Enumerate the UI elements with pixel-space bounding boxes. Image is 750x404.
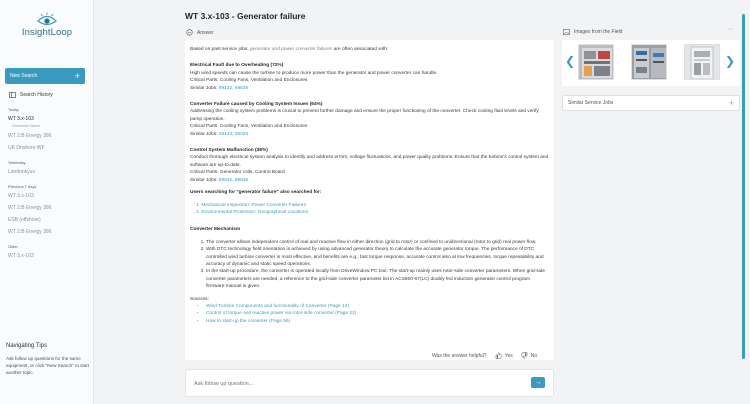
feedback-bar <box>432 352 537 359</box>
history-item[interactable]: Landonkyun <box>8 169 36 175</box>
history-item[interactable]: WT 2.B Energy 286 <box>8 229 52 235</box>
history-group-label: Previous 7 days <box>8 184 37 189</box>
cause-desc: Conduct thorough electrical system analysis to identify and address errors, voltage fluctuations, and power quality problems. Ensure that the turbine's control system and software are up-to-date. <box>190 155 549 168</box>
cabinet-photo <box>579 45 614 80</box>
source-link[interactable]: • Control of torque and reactive power via rotor-side converter (Page 22) <box>206 310 549 317</box>
answer-header <box>186 29 214 36</box>
history-panel-icon <box>9 92 16 98</box>
field-image-thumbnail[interactable] <box>684 44 720 80</box>
mechanism-item: 1. The converter allows independent control of real and reactive flow in either direction (grid to rotor) or confined to unidirectional (rotor to grid) real power flow. <box>206 239 549 246</box>
mechanism-item: 3. In the start-up procedure, the converter is operated locally from DriveWindow PC tool. The start-up mainly uses rotor-side converter parameters. When grid-side converter parameters are needed, a reference to the grid-side converter parameter list in ACS800-67(LC) doubly fed induction generator control program firmware manual is given. <box>206 268 549 290</box>
similar-jobs-link[interactable]: 89132, 69836 <box>218 85 249 91</box>
tips-title: Navigating Tips <box>6 343 48 349</box>
source-link[interactable]: • Wind Turbine Components and functionality of Converter (Page 14) <box>206 303 549 310</box>
plus-icon: + <box>728 98 734 108</box>
images-label: Images from the Field <box>574 29 623 35</box>
new-search-button[interactable] <box>5 68 85 84</box>
cause-desc: High wind speeds can cause the turbine to produce more power than the generator and power converter can handle. <box>190 70 438 76</box>
also-suffix: also searched for: <box>278 190 322 196</box>
chat-bubble-icon <box>186 29 193 36</box>
cause-block <box>190 147 549 184</box>
follow-up-box <box>185 369 554 397</box>
logo-text: InsightLoop <box>21 27 73 38</box>
thumbs-up-button[interactable] <box>495 352 513 359</box>
scrollbar[interactable] <box>742 14 745 359</box>
history-item[interactable]: UK Onshore WF <box>8 145 45 151</box>
history-item[interactable]: WT 3.x-103 <box>8 116 34 122</box>
cause-title: Converter Failure caused by Cooling System Issues (64%) <box>190 102 323 108</box>
logo[interactable] <box>0 12 94 38</box>
sidebar <box>0 0 94 404</box>
jobs-label: Similar Jobs: <box>190 85 219 91</box>
history-item[interactable]: WT 3.x-103 <box>8 253 34 259</box>
cause-desc: Addressing the cooling system problems is crucial to prevent further damage and ensure the proper functioning of the converter. Check cooling fluid levels and verify pump operation. <box>190 109 539 122</box>
history-item[interactable]: WT 2.B Energy 286 <box>8 205 52 211</box>
similar-service-jobs-button[interactable] <box>562 95 740 111</box>
cause-parts: Critical Parts: Generator coils, Control Board <box>190 170 285 176</box>
image-icon <box>563 29 570 35</box>
history-group-label: Yesterday <box>8 160 26 165</box>
also-searched-heading <box>190 189 549 196</box>
cause-jobs <box>190 131 549 138</box>
answer-label: Answer <box>197 29 214 36</box>
cause-jobs <box>190 85 549 92</box>
panel-photo <box>685 45 720 80</box>
history-item-subtitle: Generator failure <box>12 124 41 128</box>
plus-icon: + <box>74 70 80 81</box>
cause-jobs <box>190 177 549 184</box>
field-image-thumbnail[interactable] <box>631 44 667 80</box>
sources-list <box>190 303 549 325</box>
mechanism-list <box>190 239 549 291</box>
page-title: WT 3.x-103 - Generator failure <box>185 11 306 21</box>
similar-jobs-link[interactable]: 89932, 89836 <box>218 177 249 183</box>
intro-suffix: are often associated with: <box>332 47 389 52</box>
history-item[interactable]: WT 3.x-103 <box>8 193 34 199</box>
sources-label: Sources: <box>190 296 209 302</box>
yes-label: Yes <box>504 352 513 359</box>
also-prefix: Users searching for <box>190 190 237 196</box>
cause-title: Control System Malfunction (38%) <box>190 148 268 154</box>
jobs-label: Similar Jobs: <box>190 177 219 183</box>
history-item[interactable]: WT 2.B Energy 286 <box>8 133 52 139</box>
also-searched-link[interactable]: 2. Environmental Protection: Geographical Locations <box>196 209 308 215</box>
cause-parts: Critical Parts: Cooling Fans, Ventilation and Enclosures <box>190 124 308 130</box>
main-area <box>95 0 748 404</box>
navigating-tips <box>6 343 90 377</box>
thumbs-down-icon <box>521 352 528 359</box>
image-carousel <box>562 40 740 86</box>
jobs-label: Similar Jobs: <box>190 131 219 137</box>
cause-parts: Critical Parts: Cooling Fans, Ventilation and Enclosures <box>190 78 308 84</box>
cause-title: Electrical Fault due to Overheating (72%) <box>190 63 284 69</box>
logo-eye-icon <box>36 12 58 26</box>
answer-intro <box>190 46 549 53</box>
carousel-next-icon[interactable]: ❯ <box>725 54 736 68</box>
follow-up-input[interactable] <box>194 378 514 390</box>
mechanism-title: Converter Mechanism <box>190 227 241 233</box>
similar-label: Similar Service Jobs <box>568 100 614 106</box>
send-arrow-icon: → <box>534 379 542 386</box>
field-image-thumbnail[interactable] <box>578 44 614 80</box>
history-item[interactable]: ESB (offshore) <box>8 217 41 223</box>
also-searched-link[interactable]: 1. Mechanical Inspection: Power Converter Failures <box>196 202 306 208</box>
more-options-icon[interactable]: ··· <box>727 26 734 33</box>
cause-block <box>190 101 549 138</box>
cause-block <box>190 62 549 92</box>
tips-text: Ask follow up questions for the same equipment, or click "New Search" to start another topic. <box>6 356 90 376</box>
no-label: No <box>530 352 538 359</box>
images-header <box>563 29 622 35</box>
history-group-label: Older <box>8 244 18 249</box>
thumbs-down-button[interactable] <box>521 352 537 359</box>
intro-emphasis: generator and power converter failures <box>250 47 333 52</box>
mechanism-item: 2. With DTC technology field orientation is achieved by using advanced generator theory to calculate the accurate generator torque. The performance of DTC controlled wind turbine converter is most effective, and benefits are e.g., fast torque response, accurate control also at low frequencies, torque repeatability and accuracy of dynamic and static speed operations. <box>206 246 549 268</box>
source-link[interactable]: • How to start-up the converter (Page 56) <box>206 318 549 325</box>
helpful-label: Was the answer helpful? <box>432 352 487 359</box>
history-group-label: Today <box>8 107 19 112</box>
search-history-label: Search History <box>20 92 53 98</box>
search-history-button[interactable] <box>9 92 53 98</box>
thumbs-up-icon <box>495 352 502 359</box>
wiring-photo <box>632 45 667 80</box>
history-list <box>8 107 90 265</box>
similar-jobs-link[interactable]: 46143, 36025 <box>218 131 249 137</box>
send-button[interactable] <box>531 377 545 388</box>
answer-card <box>185 40 554 360</box>
also-query: "generator failure" <box>236 190 279 196</box>
new-search-label: New Search <box>10 73 38 79</box>
carousel-prev-icon[interactable]: ❮ <box>565 54 576 68</box>
intro-prefix: Based on past service jobs, <box>190 47 250 52</box>
